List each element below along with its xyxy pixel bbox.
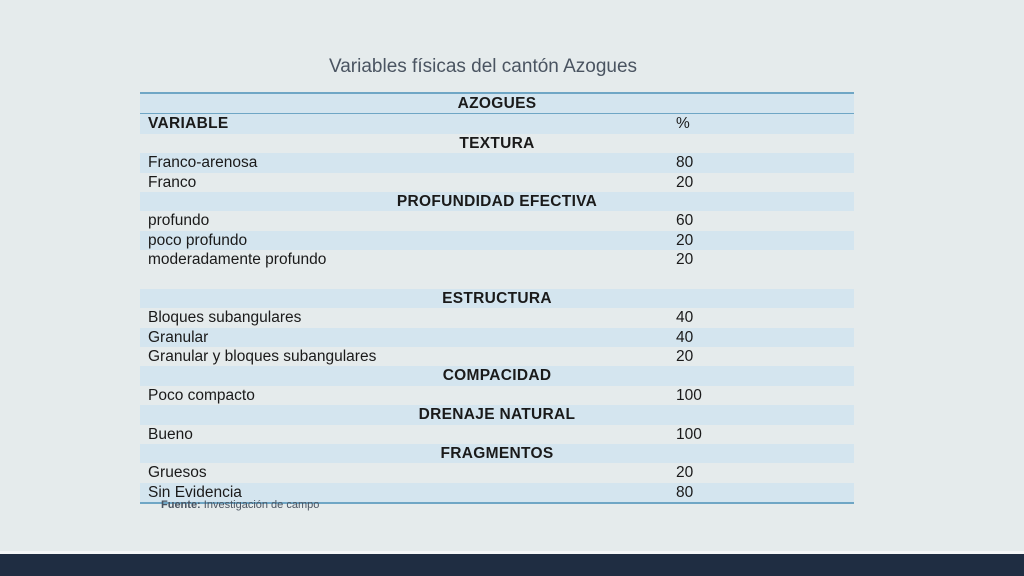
row-variable: profundo bbox=[148, 212, 210, 230]
section-header-estructura bbox=[140, 289, 854, 308]
source-note bbox=[161, 499, 319, 511]
section-title: PROFUNDIDAD EFECTIVA bbox=[396, 192, 598, 210]
row-value: 20 bbox=[676, 173, 694, 191]
row-variable: Bueno bbox=[148, 425, 193, 443]
row-variable: Franco-arenosa bbox=[148, 154, 258, 172]
column-header-row bbox=[140, 114, 854, 133]
table-row bbox=[140, 231, 854, 250]
section-header-fragmentos bbox=[140, 444, 854, 463]
table-row bbox=[140, 328, 854, 347]
row-variable: poco profundo bbox=[148, 231, 248, 249]
source-label: Fuente: bbox=[161, 499, 201, 511]
row-value: 20 bbox=[676, 251, 694, 269]
section-title: COMPACIDAD bbox=[442, 367, 552, 385]
table-row bbox=[140, 308, 854, 327]
section-title: DRENAJE NATURAL bbox=[418, 406, 576, 424]
row-value: 20 bbox=[676, 348, 694, 366]
table-main-header bbox=[140, 94, 854, 114]
table-row bbox=[140, 173, 854, 192]
column-header-percent: % bbox=[676, 115, 690, 133]
row-value: 80 bbox=[676, 483, 694, 501]
section-header-compacidad bbox=[140, 366, 854, 385]
row-value: 20 bbox=[676, 231, 694, 249]
slide-title: Variables físicas del cantón Azogues bbox=[328, 56, 638, 77]
row-variable: Sin Evidencia bbox=[148, 483, 242, 501]
row-value: 100 bbox=[676, 386, 702, 404]
table-row bbox=[140, 211, 854, 230]
row-variable: Franco bbox=[148, 173, 197, 191]
table-row bbox=[140, 425, 854, 444]
row-variable: Bloques subangulares bbox=[148, 309, 302, 327]
table-row bbox=[140, 153, 854, 172]
row-variable: Granular bbox=[148, 328, 209, 346]
main-header-label: AZOGUES bbox=[457, 95, 537, 112]
row-value: 40 bbox=[676, 328, 694, 346]
row-value: 60 bbox=[676, 212, 694, 230]
section-title: FRAGMENTOS bbox=[440, 445, 554, 463]
footer-bar bbox=[0, 554, 1024, 576]
row-value: 100 bbox=[676, 425, 702, 443]
table-row bbox=[140, 463, 854, 482]
data-table bbox=[140, 92, 854, 504]
section-header-drenaje bbox=[140, 405, 854, 424]
row-value: 20 bbox=[676, 464, 694, 482]
row-variable: moderadamente profundo bbox=[148, 251, 327, 269]
row-value: 40 bbox=[676, 309, 694, 327]
section-title: ESTRUCTURA bbox=[442, 289, 552, 307]
source-text: Investigación de campo bbox=[203, 499, 320, 511]
table-row bbox=[140, 347, 854, 366]
row-variable: Gruesos bbox=[148, 464, 207, 482]
section-header-profundidad bbox=[140, 192, 854, 211]
row-variable: Poco compacto bbox=[148, 386, 255, 404]
row-value: 80 bbox=[676, 154, 694, 172]
section-title: TEXTURA bbox=[459, 134, 535, 152]
table-row bbox=[140, 386, 854, 405]
table-row bbox=[140, 250, 854, 289]
column-header-variable: VARIABLE bbox=[148, 115, 229, 133]
row-variable: Granular y bloques subangulares bbox=[148, 348, 377, 366]
section-header-textura bbox=[140, 134, 854, 153]
